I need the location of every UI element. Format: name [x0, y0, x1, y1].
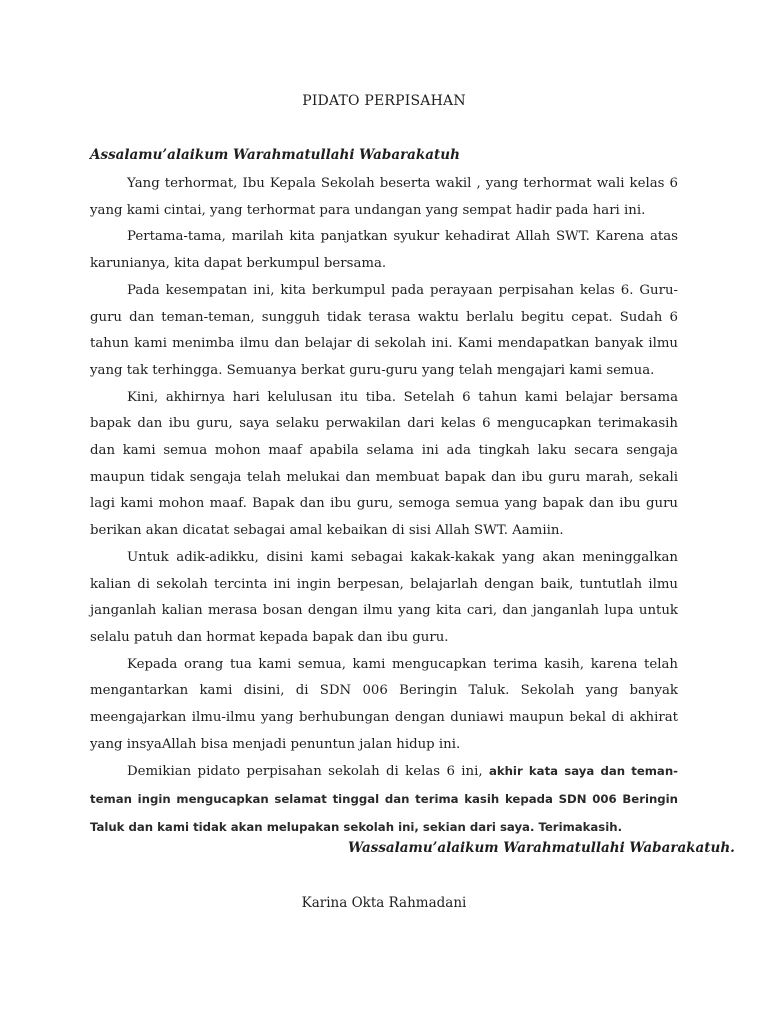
speech-body — [90, 171, 678, 842]
paragraph: Untuk adik-adikku, disini kami sebagai kakak-kakak yang akan meninggalkan kalian di sekolah tercinta ini ingin berpesan, belajarlah dengan baik, tuntutlah ilmu janganlah kalian merasa bosan dengan ilmu yang kita cari, dan janganlah lupa untuk selalu patuh dan hormat kepada bapak dan ibu guru. — [90, 549, 678, 645]
paragraph: Kepada orang tua kami semua, kami mengucapkan terima kasih, karena telah mengantarkan kami disini, di SDN 006 Beringin Taluk. Sekolah yang banyak meengajarkan ilmu-ilmu yang berhubungan dengan duniawi maupun bekal di akhirat yang insyaAllah bisa menjadi penuntun jalan hidup ini. — [90, 656, 678, 752]
paragraph: Pada kesempatan ini, kita berkumpul pada perayaan perpisahan kelas 6. Guru-guru dan teman-teman, sungguh tidak terasa waktu berlalu begitu cepat. Sudah 6 tahun kami menimba ilmu dan belajar di sekolah ini. Kami mendapatkan banyak ilmu yang tak terhingga. Semuanya berkat guru-guru yang telah mengajari kami semua. — [90, 282, 678, 378]
paragraph: Pertama-tama, marilah kita panjatkan syukur kehadirat Allah SWT. Karena atas karunianya, kita dapat berkumpul bersama. — [90, 229, 678, 272]
opening-greeting: Assalamu’alaikum Warahmatullahi Wabarakatuh — [90, 147, 460, 163]
closing-greeting: Wassalamu’alaikum Warahmatullahi Wabarakatuh. — [348, 840, 735, 856]
closing-paragraph-rest: akhir kata saya dan teman-teman ingin mengucapkan selamat tinggal dan terima kasih kepada SDN 006 Beringin Taluk dan kami tidak akan melupakan sekolah ini, sekian dari saya. Terimakasih. — [90, 764, 678, 834]
paragraph: Kini, akhirnya hari kelulusan itu tiba. Setelah 6 tahun kami belajar bersama bapak dan ibu guru, saya selaku perwakilan dari kelas 6 mengucapkan terimakasih dan kami semua mohon maaf apabila selama ini ada tingkah laku secara sengaja maupun tidak sengaja telah melukai dan membuat bapak dan ibu guru marah, sekali lagi kami mohon maaf. Bapak dan ibu guru, semoga semua yang bapak dan ibu guru berikan akan dicatat sebagai amal kebaikan di sisi Allah SWT. Aamiin. — [90, 389, 678, 539]
closing-paragraph — [90, 758, 678, 841]
author-signature: Karina Okta Rahmadani — [301, 895, 467, 911]
document-title: PIDATO PERPISAHAN — [302, 93, 466, 109]
closing-paragraph-start: Demikian pidato perpisahan sekolah di kelas 6 ini, — [127, 764, 489, 780]
paragraph: Yang terhormat, Ibu Kepala Sekolah beserta wakil , yang terhormat wali kelas 6 yang kami cintai, yang terhormat para undangan yang sempat hadir pada hari ini. — [90, 176, 678, 218]
